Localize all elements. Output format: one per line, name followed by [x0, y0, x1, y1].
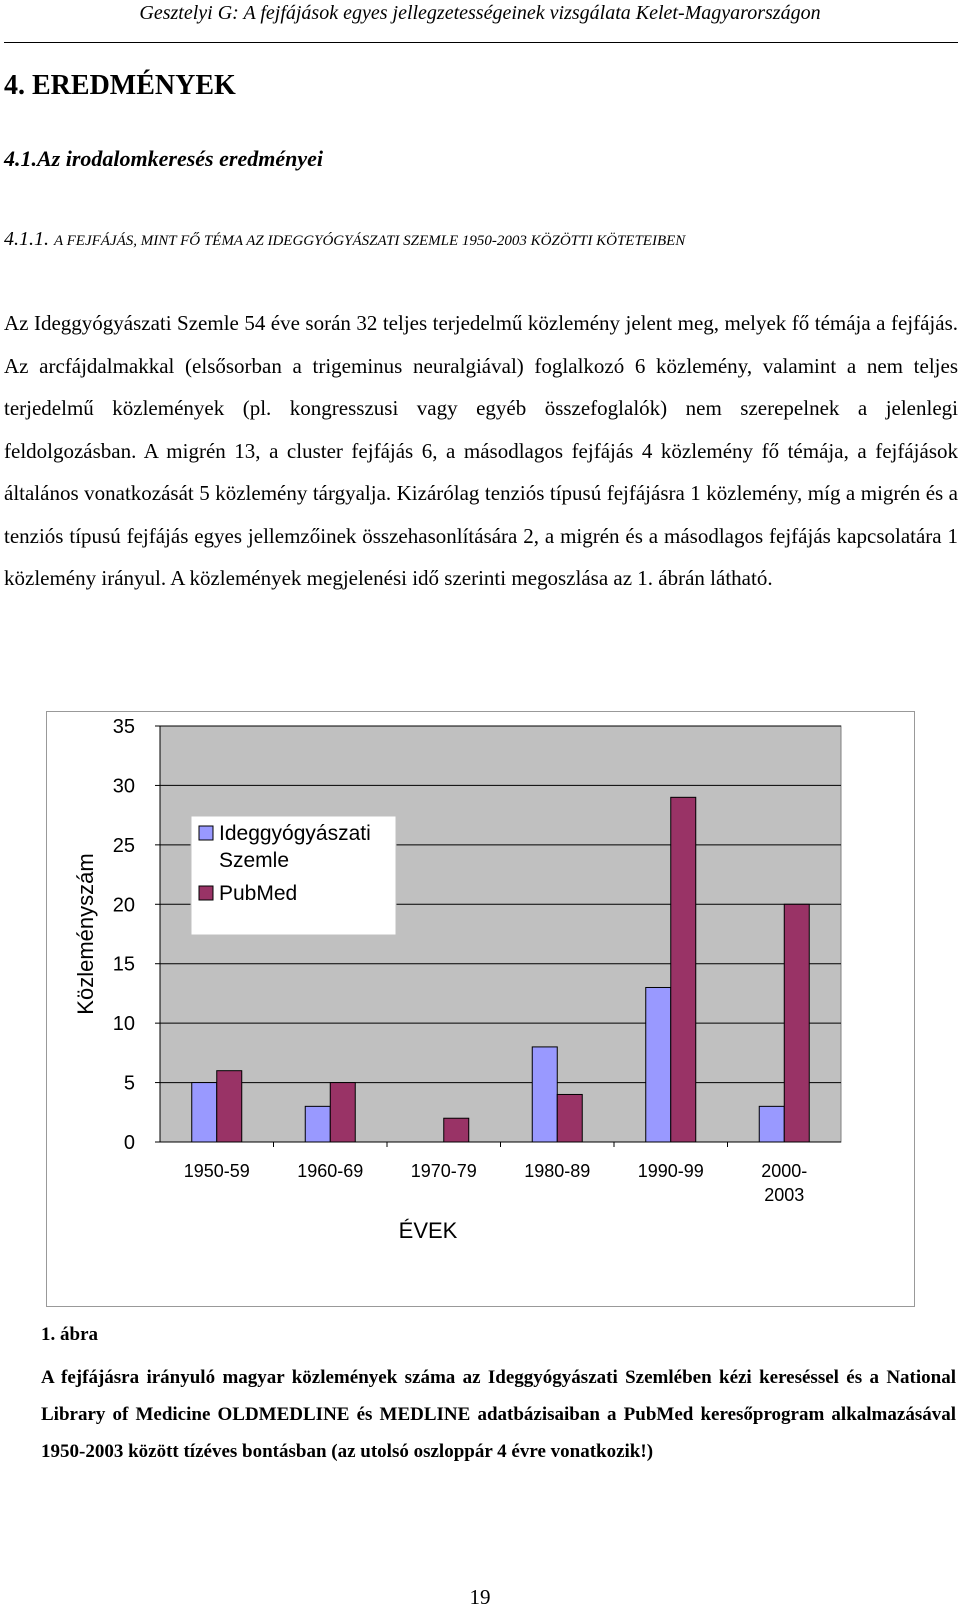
y-tick-label: 10 [112, 1013, 135, 1036]
legend-swatch [199, 886, 213, 900]
x-tick-label: 2000- [761, 1161, 808, 1181]
figure-caption-text: A fejfájásra irányuló magyar közlemények száma az Ideggyógyászati Szemlében kézi kereséssel és a National Library of Medicine OLDMEDLINE és MEDLINE adatbázisaiban a PubMed keresőprogram alkalmazásával 1950-2003 között tízéves bontásban (az utolsó oszloppár 4 évre vonatkozik!) [41, 1367, 956, 1462]
y-tick-label: 30 [112, 775, 135, 798]
legend-label: PubMed [219, 882, 298, 905]
bar [192, 1083, 217, 1142]
y-tick-label: 25 [112, 834, 135, 857]
bar [646, 987, 671, 1142]
bar [759, 1106, 784, 1142]
bar [330, 1083, 355, 1142]
bar [217, 1071, 242, 1142]
section-heading: 4. EREDMÉNYEK [4, 70, 236, 101]
bar [671, 797, 696, 1142]
bar [305, 1106, 330, 1142]
x-tick-label: 2003 [764, 1185, 805, 1205]
bar [532, 1047, 557, 1142]
y-axis-title: Közleményszám [73, 853, 98, 1015]
y-tick-label: 5 [123, 1072, 135, 1095]
y-tick-label: 15 [112, 953, 135, 976]
x-axis-title: ÉVEK [398, 1218, 458, 1243]
y-tick-label: 20 [112, 894, 135, 917]
x-tick-label: 1950-59 [183, 1161, 250, 1181]
legend-label: Ideggyógyászati [219, 822, 371, 845]
page-number: 19 [469, 1585, 491, 1609]
bar [557, 1094, 582, 1142]
figure-chart [46, 711, 915, 1307]
subsubsection-number: 4.1.1. [4, 228, 54, 250]
x-tick-label: 1960-69 [297, 1161, 364, 1181]
x-tick-label: 1990-99 [637, 1161, 704, 1181]
running-head: Gesztelyi G: A fejfájások egyes jellegzetességeinek vizsgálata Kelet-Magyarországon [139, 2, 821, 24]
header-rule [4, 42, 958, 43]
subsection-heading: 4.1.Az irodalomkeresés eredményei [4, 146, 323, 171]
bar [784, 904, 809, 1142]
x-tick-label: 1970-79 [410, 1161, 477, 1181]
bar [444, 1118, 469, 1142]
y-tick-label: 0 [123, 1132, 135, 1154]
subsubsection-title: A FEJFÁJÁS, MINT FŐ TÉMA AZ IDEGGYÓGYÁSZATI SZEMLE 1950-2003 KÖZÖTTI KÖTETEIBEN [54, 233, 686, 249]
legend-swatch [199, 826, 213, 840]
body-paragraph: Az Ideggyógyászati Szemle 54 éve során 32 teljes terjedelmű közlemény jelent meg, melyek fő témája a fejfájás. Az arcfájdalmakkal (elsősorban a trigeminus neuralgiával) foglalkozó 6 közlemény, valamint a nem teljes terjedelmű közlemények (pl. kongresszusi vagy egyéb összefoglalók) nem szerepelnek a jelenlegi feldolgozásban. A migrén 13, a cluster fejfájás 6, a másodlagos fejfájás 4 közlemény fő témája, a fejfájások általános vonatkozását 5 közlemény tárgyalja. Kizárólag tenziós típusú fejfájásra 1 közlemény, míg a migrén és a tenziós típusú fejfájás egyes jellemzőinek összehasonlítására 2, a migrén és a másodlagos fejfájás kapcsolatára 1 közlemény irányul. A közlemények megjelenési idő szerinti megoszlása az 1. ábrán látható. [4, 311, 958, 590]
subsubsection-heading [4, 228, 685, 251]
legend-label: Szemle [219, 849, 290, 872]
x-tick-label: 1980-89 [524, 1161, 591, 1181]
y-tick-label: 35 [112, 716, 135, 738]
bar-chart [47, 712, 914, 1306]
figure-caption-title: 1. ábra [41, 1324, 98, 1345]
